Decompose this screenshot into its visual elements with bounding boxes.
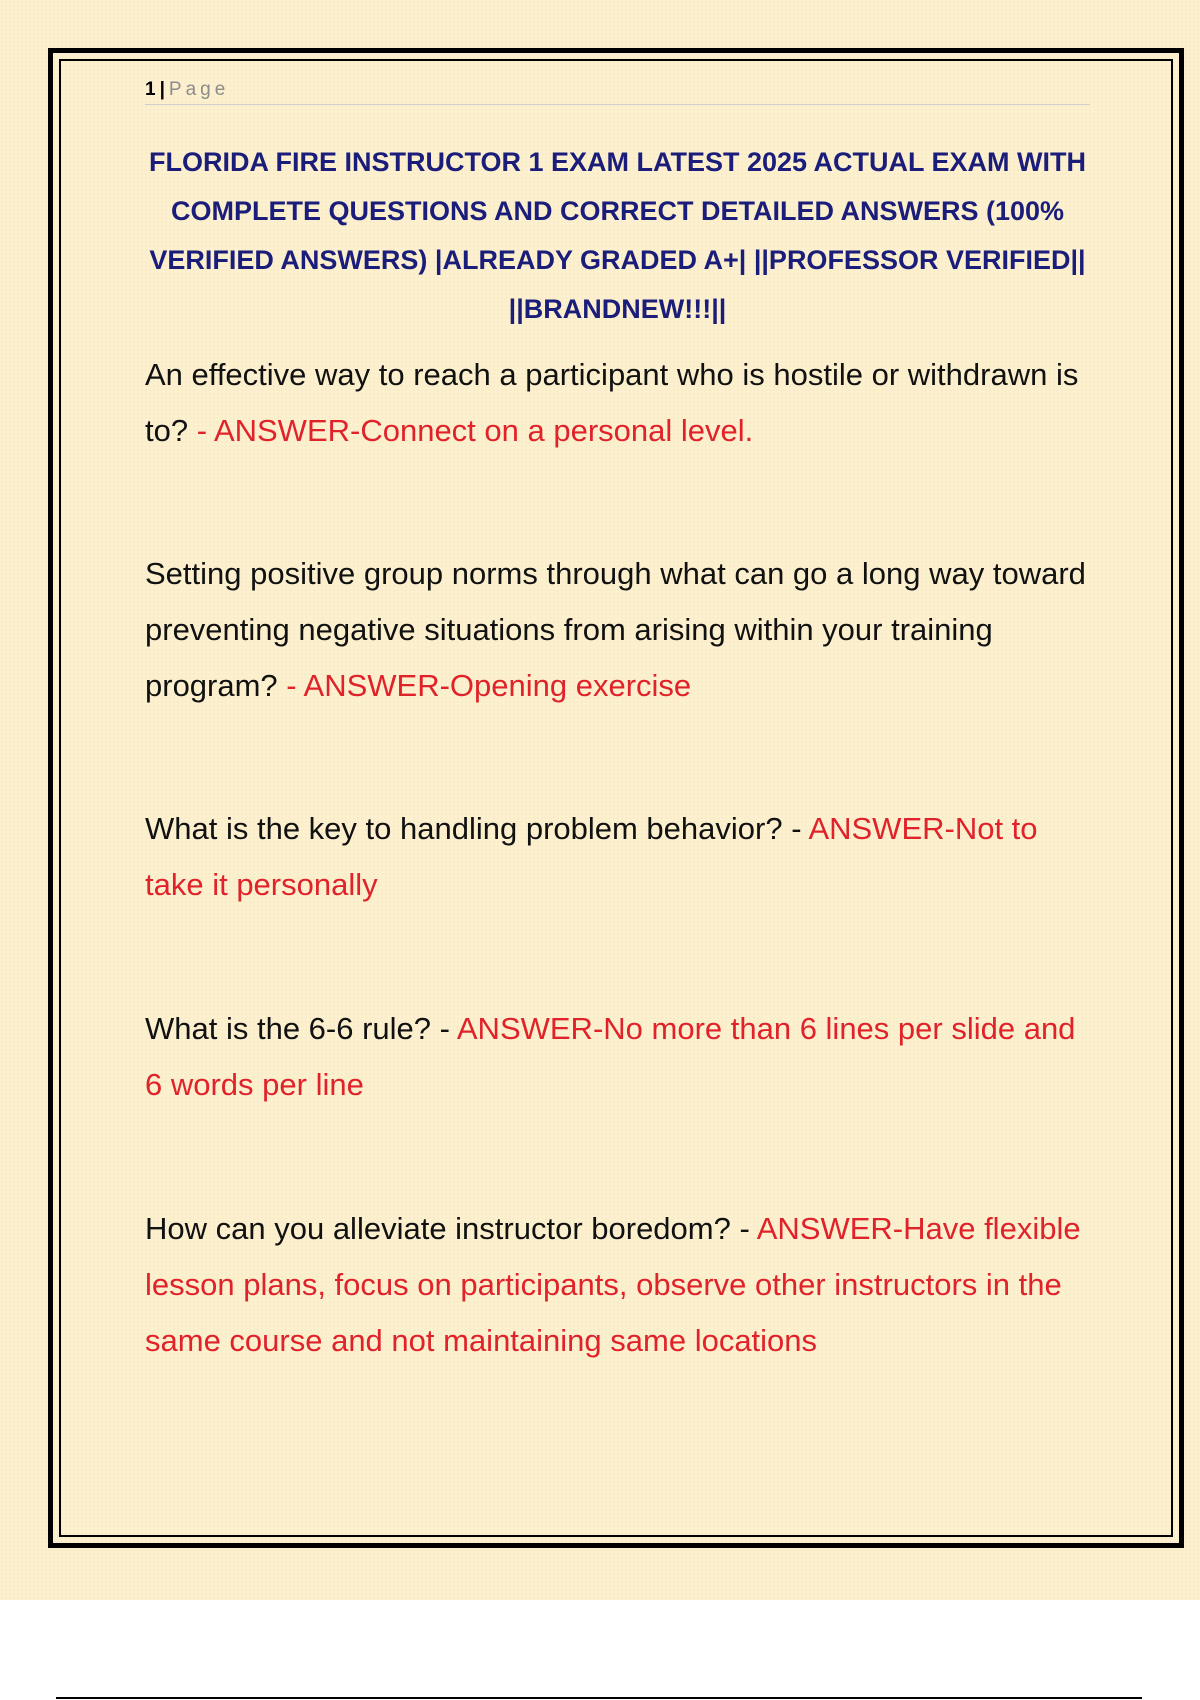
bottom-divider xyxy=(56,1697,1142,1699)
answer-text: - ANSWER-Opening exercise xyxy=(286,668,692,703)
answer-text: ANSWER-No more than 6 lines per slide and 6 words per line xyxy=(145,1011,1076,1102)
qa-item xyxy=(145,546,1090,714)
document-title: FLORIDA FIRE INSTRUCTOR 1 EXAM LATEST 2025 ACTUAL EXAM WITH COMPLETE QUESTIONS AND CORRECT DETAILED ANSWERS (100% VERIFIED ANSWERS) |ALREADY GRADED A+| ||PROFESSOR VERIFIED|| ||BRANDNEW!!!|| xyxy=(148,147,1087,324)
question-text: What is the 6-6 rule? - xyxy=(145,1011,457,1046)
page-header xyxy=(145,78,1090,105)
question-text: An effective way to reach a participant who is hostile or withdrawn is to? xyxy=(145,357,1079,448)
qa-item xyxy=(145,1201,1090,1369)
qa-item xyxy=(145,347,1090,459)
answer-text: - ANSWER-Connect on a personal level. xyxy=(196,413,754,448)
page-separator: | xyxy=(159,79,165,100)
answer-text: ANSWER-Have flexible lesson plans, focus on participants, observe other instructors in the same course and not maintaining same locations xyxy=(145,1211,1081,1358)
page-label: Page xyxy=(168,79,230,100)
qa-item xyxy=(145,801,1090,913)
answer-text: ANSWER-Not to take it personally xyxy=(145,811,1038,902)
question-text: How can you alleviate instructor boredom? - xyxy=(145,1211,757,1246)
question-text: What is the key to handling problem behavior? - xyxy=(145,811,809,846)
question-text: Setting positive group norms through what can go a long way toward preventing negative situations from arising within your training program? xyxy=(145,556,1086,703)
page-number: 1 xyxy=(145,79,156,100)
qa-item xyxy=(145,1001,1090,1113)
